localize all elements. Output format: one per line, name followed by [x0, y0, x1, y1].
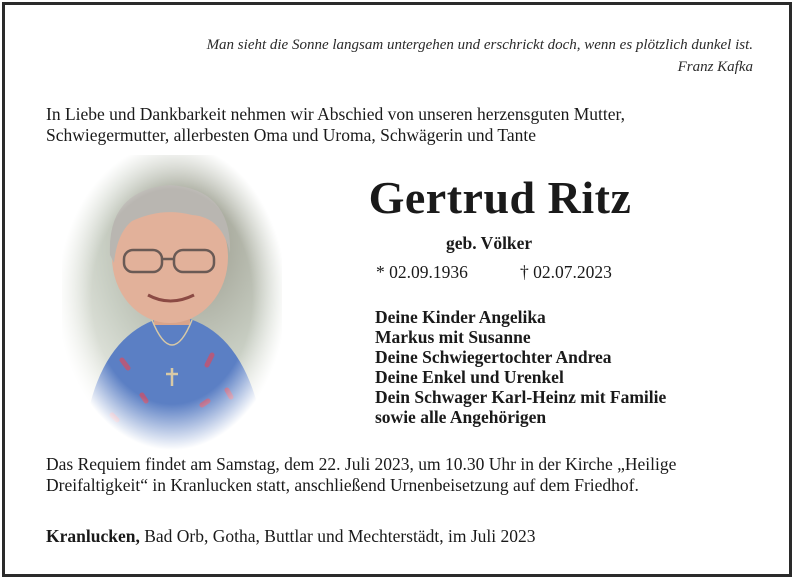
quote-text: Man sieht die Sonne langsam untergehen und erschrickt doch, wenn es plötzlich dunkel ist. [206, 37, 753, 53]
mourner-line: Deine Schwiegertochter Andrea [375, 347, 612, 367]
place-rest: Bad Orb, Gotha, Buttlar und Mechterstädt, im Juli 2023 [139, 526, 536, 546]
intro-text: In Liebe und Dankbarkeit nehmen wir Abschied von unseren herzensguten Mutter, Schwiegermutter, allerbesten Oma und Uroma, Schwägerin und Tante [46, 104, 626, 145]
requiem-text: Das Requiem findet am Samstag, dem 22. Juli 2023, um 10.30 Uhr in der Kirche „Heilige Dreifaltigkeit“ in Kranlucken statt, anschließend Urnenbeisetzung auf dem Friedhof. [46, 454, 677, 495]
portrait-photo [62, 155, 282, 450]
place-line [46, 526, 535, 547]
mourner-line: Deine Enkel und Urenkel [375, 367, 564, 387]
mourner-line: Markus mit Susanne [375, 327, 531, 347]
maiden-name: geb. Völker [446, 233, 533, 253]
place-main: Kranlucken, [46, 526, 140, 546]
mourner-line: sowie alle Angehörigen [375, 407, 547, 427]
death-date: † 02.07.2023 [520, 262, 612, 282]
mourner-line: Dein Schwager Karl-Heinz mit Familie [375, 387, 667, 407]
mourner-line: Deine Kinder Angelika [375, 307, 546, 327]
quote-author: Franz Kafka [677, 59, 753, 75]
mourners-list [375, 307, 666, 427]
photo-vignette [62, 155, 282, 450]
quote-block [207, 34, 753, 78]
deceased-name: Gertrud Ritz [368, 172, 632, 223]
birth-date: * 02.09.1936 [376, 262, 468, 282]
